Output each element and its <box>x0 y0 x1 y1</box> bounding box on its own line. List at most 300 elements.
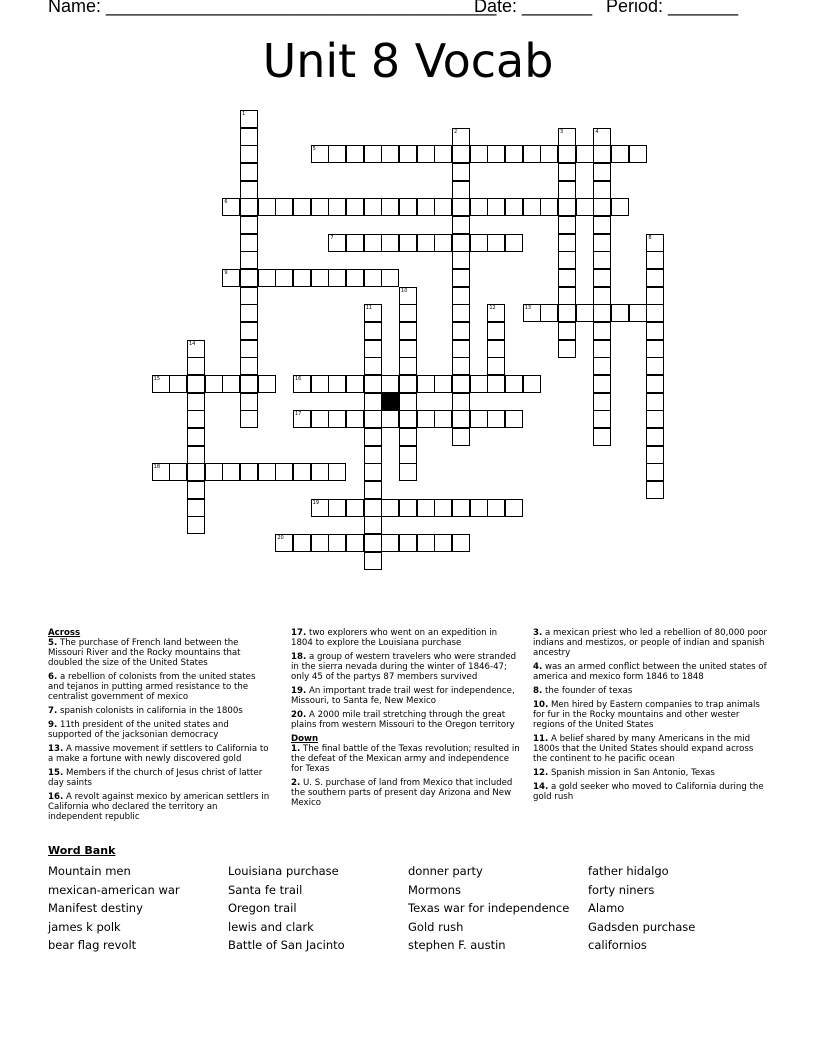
grid-cell[interactable] <box>558 181 576 199</box>
grid-cell[interactable] <box>222 269 240 287</box>
clue-number: 9. <box>48 720 58 730</box>
grid-cell[interactable] <box>646 269 664 287</box>
grid-cell[interactable] <box>646 304 664 322</box>
grid-cell[interactable] <box>187 446 205 464</box>
name-field[interactable]: Name: _______________________________________ <box>48 0 497 16</box>
grid-cell[interactable] <box>558 287 576 305</box>
grid-cell[interactable] <box>399 234 417 252</box>
grid-cell[interactable] <box>452 534 470 552</box>
cell-number: 4 <box>595 128 599 135</box>
grid-cell[interactable] <box>311 499 329 517</box>
grid-cell[interactable] <box>452 340 470 358</box>
clue-number: 13. <box>48 744 64 754</box>
grid-cell[interactable] <box>311 375 329 393</box>
clue-text: 11th president of the united states and supported of the jacksonian democracy <box>48 720 229 740</box>
grid-cell[interactable] <box>399 322 417 340</box>
clue-text: An important trade trail west for independence, Missouri, to Santa fe, New Mexico <box>291 686 515 706</box>
grid-cell[interactable] <box>452 269 470 287</box>
black-cell <box>381 393 399 411</box>
grid-cell[interactable] <box>187 463 205 481</box>
grid-cell[interactable] <box>364 410 382 428</box>
grid-cell[interactable] <box>364 481 382 499</box>
grid-cell[interactable] <box>240 304 258 322</box>
grid-cell[interactable] <box>505 499 523 517</box>
grid-cell[interactable] <box>240 163 258 181</box>
grid-cell[interactable] <box>593 128 611 146</box>
grid-cell[interactable] <box>399 287 417 305</box>
across-clue-15 <box>48 768 274 788</box>
grid-cell[interactable] <box>399 357 417 375</box>
grid-cell[interactable] <box>240 251 258 269</box>
grid-cell[interactable] <box>593 198 611 216</box>
grid-cell[interactable] <box>364 428 382 446</box>
grid-cell[interactable] <box>364 304 382 322</box>
grid-cell[interactable] <box>558 269 576 287</box>
grid-cell[interactable] <box>311 145 329 163</box>
grid-cell[interactable] <box>452 428 470 446</box>
grid-cell[interactable] <box>523 304 541 322</box>
grid-cell[interactable] <box>187 340 205 358</box>
grid-cell[interactable] <box>593 216 611 234</box>
grid-cell[interactable] <box>593 145 611 163</box>
grid-cell[interactable] <box>470 410 488 428</box>
date-field[interactable]: Date: _______ <box>474 0 593 16</box>
grid-cell[interactable] <box>364 269 382 287</box>
word-bank-entry: james k polk <box>48 919 121 934</box>
word-bank-entry: Manifest destiny <box>48 901 143 915</box>
grid-cell[interactable] <box>470 234 488 252</box>
grid-cell[interactable] <box>364 446 382 464</box>
grid-cell[interactable] <box>364 393 382 411</box>
word-bank-entry: lewis and clark <box>228 919 314 934</box>
down-clue-14 <box>533 782 767 802</box>
word-bank-entry: Mormons <box>408 882 462 897</box>
grid-cell[interactable] <box>646 481 664 499</box>
word-bank-entry: californios <box>588 938 647 952</box>
grid-cell[interactable] <box>364 534 382 552</box>
grid-cell[interactable] <box>328 534 346 552</box>
grid-cell[interactable] <box>328 463 346 481</box>
grid-cell[interactable] <box>240 287 258 305</box>
grid-cell[interactable] <box>399 304 417 322</box>
grid-cell[interactable] <box>646 410 664 428</box>
grid-cell[interactable] <box>576 145 594 163</box>
grid-cell[interactable] <box>452 163 470 181</box>
grid-cell[interactable] <box>558 128 576 146</box>
grid-cell[interactable] <box>293 269 311 287</box>
grid-cell[interactable] <box>328 410 346 428</box>
grid-cell[interactable] <box>646 375 664 393</box>
grid-cell[interactable] <box>558 234 576 252</box>
grid-cell[interactable] <box>399 198 417 216</box>
grid-cell[interactable] <box>646 428 664 446</box>
grid-cell[interactable] <box>240 128 258 146</box>
grid-cell[interactable] <box>434 375 452 393</box>
grid-cell[interactable] <box>487 375 505 393</box>
clue-text: two explorers who went on an expedition in 1804 to explore the Louisiana purchase <box>291 628 498 648</box>
down-heading: Down <box>291 734 319 744</box>
grid-cell[interactable] <box>487 198 505 216</box>
grid-cell[interactable] <box>364 499 382 517</box>
clue-text: A 2000 mile trail stretching through the great plains from western Missouri to the Oregon territory <box>291 710 515 730</box>
grid-cell[interactable] <box>505 198 523 216</box>
grid-cell[interactable] <box>240 216 258 234</box>
grid-cell[interactable] <box>399 375 417 393</box>
grid-cell[interactable] <box>452 393 470 411</box>
across-heading: Across <box>48 628 81 638</box>
cell-number: 1 <box>242 111 246 117</box>
grid-cell[interactable] <box>205 463 223 481</box>
grid-cell[interactable] <box>452 322 470 340</box>
grid-cell[interactable] <box>399 446 417 464</box>
grid-cell[interactable] <box>452 304 470 322</box>
grid-cell[interactable] <box>611 145 629 163</box>
cell-number: 13 <box>524 305 532 312</box>
grid-cell[interactable] <box>187 481 205 499</box>
grid-cell[interactable] <box>417 410 435 428</box>
grid-cell[interactable] <box>434 198 452 216</box>
grid-cell[interactable] <box>311 198 329 216</box>
page-title: Unit 8 Vocab <box>262 34 554 88</box>
grid-cell[interactable] <box>558 198 576 216</box>
grid-cell[interactable] <box>152 375 170 393</box>
grid-cell[interactable] <box>452 357 470 375</box>
grid-cell[interactable] <box>169 463 187 481</box>
grid-cell[interactable] <box>364 198 382 216</box>
grid-cell[interactable] <box>240 269 258 287</box>
grid-cell[interactable] <box>646 287 664 305</box>
cell-number: 14 <box>188 340 196 347</box>
grid-cell[interactable] <box>523 198 541 216</box>
grid-cell[interactable] <box>381 145 399 163</box>
clue-number: 15. <box>48 768 64 778</box>
grid-cell[interactable] <box>558 145 576 163</box>
grid-cell[interactable] <box>399 499 417 517</box>
clue-number: 1. <box>291 744 301 754</box>
grid-cell[interactable] <box>505 375 523 393</box>
grid-cell[interactable] <box>187 516 205 534</box>
grid-cell[interactable] <box>399 145 417 163</box>
grid-cell[interactable] <box>540 198 558 216</box>
grid-cell[interactable] <box>328 145 346 163</box>
grid-cell[interactable] <box>364 463 382 481</box>
grid-cell[interactable] <box>240 357 258 375</box>
clues-column-3 <box>533 628 767 806</box>
grid-cell[interactable] <box>646 340 664 358</box>
grid-cell[interactable] <box>240 145 258 163</box>
grid-cell[interactable] <box>593 163 611 181</box>
grid-cell[interactable] <box>434 410 452 428</box>
grid-cell[interactable] <box>381 499 399 517</box>
grid-cell[interactable] <box>452 499 470 517</box>
cell-number: 20 <box>277 535 284 542</box>
down-clue-1 <box>291 744 521 774</box>
grid-cell[interactable] <box>452 234 470 252</box>
grid-cell[interactable] <box>487 234 505 252</box>
grid-cell[interactable] <box>558 304 576 322</box>
word-bank-title: Word Bank <box>48 844 116 857</box>
grid-cell[interactable] <box>222 198 240 216</box>
grid-cell[interactable] <box>152 463 170 481</box>
grid-cell[interactable] <box>346 234 364 252</box>
grid-cell[interactable] <box>593 375 611 393</box>
clue-number: 3. <box>533 628 543 638</box>
cell-number: 8 <box>648 234 652 241</box>
grid-cell[interactable] <box>646 322 664 340</box>
clue-text: Members if the church of Jesus christ of latter day saints <box>48 768 263 788</box>
grid-cell[interactable] <box>293 410 311 428</box>
grid-cell[interactable] <box>417 375 435 393</box>
grid-cell[interactable] <box>364 234 382 252</box>
grid-cell[interactable] <box>593 340 611 358</box>
grid-cell[interactable] <box>629 304 647 322</box>
grid-cell[interactable] <box>487 357 505 375</box>
grid-cell[interactable] <box>470 375 488 393</box>
grid-cell[interactable] <box>487 499 505 517</box>
grid-cell[interactable] <box>452 251 470 269</box>
grid-cell[interactable] <box>346 499 364 517</box>
grid-cell[interactable] <box>417 534 435 552</box>
grid-cell[interactable] <box>611 304 629 322</box>
grid-cell[interactable] <box>593 357 611 375</box>
grid-cell[interactable] <box>434 234 452 252</box>
grid-cell[interactable] <box>346 145 364 163</box>
grid-cell[interactable] <box>487 304 505 322</box>
grid-cell[interactable] <box>187 428 205 446</box>
grid-cell[interactable] <box>187 410 205 428</box>
clue-number: 16. <box>48 792 64 802</box>
grid-cell[interactable] <box>311 410 329 428</box>
clue-number: 17. <box>291 628 307 638</box>
grid-cell[interactable] <box>452 145 470 163</box>
grid-cell[interactable] <box>381 410 399 428</box>
word-bank-entry: bear flag revolt <box>48 938 137 952</box>
period-field[interactable]: Period: _______ <box>606 0 739 16</box>
grid-cell[interactable] <box>328 234 346 252</box>
grid-cell[interactable] <box>293 463 311 481</box>
across-clue-18 <box>291 652 521 682</box>
grid-cell[interactable] <box>505 234 523 252</box>
grid-cell[interactable] <box>593 181 611 199</box>
clue-number: 11. <box>533 734 549 744</box>
grid-cell[interactable] <box>399 463 417 481</box>
clue-text: A massive movement if settlers to California to a make a fortune with newly discovered gold <box>48 744 269 764</box>
grid-cell[interactable] <box>258 269 276 287</box>
grid-cell[interactable] <box>487 145 505 163</box>
word-bank-entry: forty niners <box>588 882 655 897</box>
grid-cell[interactable] <box>646 393 664 411</box>
grid-cell[interactable] <box>399 340 417 358</box>
grid-cell[interactable] <box>593 269 611 287</box>
grid-cell[interactable] <box>346 269 364 287</box>
grid-cell[interactable] <box>470 198 488 216</box>
grid-cell[interactable] <box>328 269 346 287</box>
grid-cell[interactable] <box>646 251 664 269</box>
word-bank-entry: stephen F. austin <box>408 938 506 952</box>
grid-cell[interactable] <box>240 110 258 128</box>
grid-cell[interactable] <box>558 251 576 269</box>
grid-cell[interactable] <box>434 499 452 517</box>
grid-cell[interactable] <box>169 375 187 393</box>
cell-number: 5 <box>312 146 316 153</box>
word-bank-entry: Alamo <box>588 901 625 915</box>
grid-cell[interactable] <box>311 534 329 552</box>
grid-cell[interactable] <box>593 410 611 428</box>
clue-number: 5. <box>48 638 58 648</box>
grid-cell[interactable] <box>381 269 399 287</box>
grid-cell[interactable] <box>293 198 311 216</box>
grid-cell[interactable] <box>417 198 435 216</box>
grid-cell[interactable] <box>222 463 240 481</box>
grid-cell[interactable] <box>487 410 505 428</box>
cell-number: 19 <box>312 499 320 506</box>
grid-cell[interactable] <box>434 534 452 552</box>
grid-cell[interactable] <box>399 410 417 428</box>
grid-cell[interactable] <box>258 375 276 393</box>
clue-number: 10. <box>533 700 549 710</box>
grid-cell[interactable] <box>452 287 470 305</box>
grid-cell[interactable] <box>364 516 382 534</box>
grid-cell[interactable] <box>611 198 629 216</box>
grid-cell[interactable] <box>593 304 611 322</box>
grid-cell[interactable] <box>593 393 611 411</box>
grid-cell[interactable] <box>364 375 382 393</box>
grid-cell[interactable] <box>346 375 364 393</box>
cell-number: 2 <box>454 128 458 135</box>
word-bank-entry: Santa fe trail <box>228 882 303 897</box>
grid-cell[interactable] <box>452 181 470 199</box>
clue-text: was an armed conflict between the united states of america and mexico form 1846 to 1848 <box>533 662 767 682</box>
grid-cell[interactable] <box>540 304 558 322</box>
grid-cell[interactable] <box>205 375 223 393</box>
grid-cell[interactable] <box>593 428 611 446</box>
grid-cell[interactable] <box>452 128 470 146</box>
clue-text: A belief shared by many Americans in the mid 1800s that the United States should expand across the continent to he pacific ocean <box>533 734 754 764</box>
grid-cell[interactable] <box>364 552 382 570</box>
grid-cell[interactable] <box>346 198 364 216</box>
grid-cell[interactable] <box>452 410 470 428</box>
grid-cell[interactable] <box>381 198 399 216</box>
grid-cell[interactable] <box>523 145 541 163</box>
grid-cell[interactable] <box>487 340 505 358</box>
grid-cell[interactable] <box>452 198 470 216</box>
grid-cell[interactable] <box>646 446 664 464</box>
grid-cell[interactable] <box>487 322 505 340</box>
grid-cell[interactable] <box>452 375 470 393</box>
grid-cell[interactable] <box>558 322 576 340</box>
grid-cell[interactable] <box>558 216 576 234</box>
grid-cell[interactable] <box>646 357 664 375</box>
grid-cell[interactable] <box>399 393 417 411</box>
grid-cell[interactable] <box>222 375 240 393</box>
word-bank-entry: Louisiana purchase <box>228 864 339 878</box>
grid-cell[interactable] <box>240 463 258 481</box>
grid-cell[interactable] <box>452 216 470 234</box>
grid-cell[interactable] <box>434 145 452 163</box>
grid-cell[interactable] <box>240 410 258 428</box>
grid-cell[interactable] <box>240 234 258 252</box>
grid-cell[interactable] <box>187 375 205 393</box>
grid-cell[interactable] <box>328 375 346 393</box>
grid-cell[interactable] <box>328 198 346 216</box>
grid-cell[interactable] <box>558 163 576 181</box>
grid-cell[interactable] <box>364 145 382 163</box>
grid-cell[interactable] <box>275 198 293 216</box>
grid-cell[interactable] <box>646 234 664 252</box>
grid-cell[interactable] <box>275 534 293 552</box>
grid-cell[interactable] <box>381 375 399 393</box>
grid-cell[interactable] <box>364 357 382 375</box>
grid-cell[interactable] <box>240 322 258 340</box>
clue-number: 4. <box>533 662 543 672</box>
grid-cell[interactable] <box>346 534 364 552</box>
grid-cell[interactable] <box>381 234 399 252</box>
grid-cell[interactable] <box>505 410 523 428</box>
cell-number: 12 <box>489 305 496 312</box>
grid-cell[interactable] <box>540 145 558 163</box>
grid-cell[interactable] <box>275 269 293 287</box>
grid-cell[interactable] <box>328 499 346 517</box>
grid-cell[interactable] <box>470 145 488 163</box>
grid-cell[interactable] <box>187 393 205 411</box>
across-clue-6 <box>48 672 274 702</box>
grid-cell[interactable] <box>240 393 258 411</box>
grid-cell[interactable] <box>293 534 311 552</box>
grid-cell[interactable] <box>293 375 311 393</box>
grid-cell[interactable] <box>240 198 258 216</box>
down-clue-11 <box>533 734 767 764</box>
grid-cell[interactable] <box>240 340 258 358</box>
grid-cell[interactable] <box>629 145 647 163</box>
grid-cell[interactable] <box>593 234 611 252</box>
grid-cell[interactable] <box>593 251 611 269</box>
grid-cell[interactable] <box>311 463 329 481</box>
clue-text: the founder of texas <box>542 686 633 696</box>
grid-cell[interactable] <box>593 322 611 340</box>
grid-cell[interactable] <box>470 499 488 517</box>
grid-cell[interactable] <box>576 304 594 322</box>
grid-cell[interactable] <box>346 410 364 428</box>
grid-cell[interactable] <box>187 357 205 375</box>
grid-cell[interactable] <box>417 234 435 252</box>
clue-number: 6. <box>48 672 58 682</box>
grid-cell[interactable] <box>399 428 417 446</box>
grid-cell[interactable] <box>240 181 258 199</box>
clue-number: 8. <box>533 686 543 696</box>
grid-cell[interactable] <box>417 145 435 163</box>
grid-cell[interactable] <box>558 340 576 358</box>
grid-cell[interactable] <box>364 340 382 358</box>
grid-cell[interactable] <box>593 287 611 305</box>
grid-cell[interactable] <box>417 499 435 517</box>
grid-cell[interactable] <box>240 375 258 393</box>
clues-column-1 <box>48 628 274 826</box>
grid-cell[interactable] <box>187 499 205 517</box>
grid-cell[interactable] <box>646 463 664 481</box>
down-clue-2 <box>291 778 521 808</box>
grid-cell[interactable] <box>311 269 329 287</box>
grid-cell[interactable] <box>399 534 417 552</box>
clue-text: a gold seeker who moved to California during the gold rush <box>533 782 764 802</box>
grid-cell[interactable] <box>364 322 382 340</box>
grid-cell[interactable] <box>258 463 276 481</box>
grid-cell[interactable] <box>258 198 276 216</box>
grid-cell[interactable] <box>275 463 293 481</box>
grid-cell[interactable] <box>381 534 399 552</box>
grid-cell[interactable] <box>576 198 594 216</box>
grid-cell[interactable] <box>505 145 523 163</box>
grid-cell[interactable] <box>523 375 541 393</box>
